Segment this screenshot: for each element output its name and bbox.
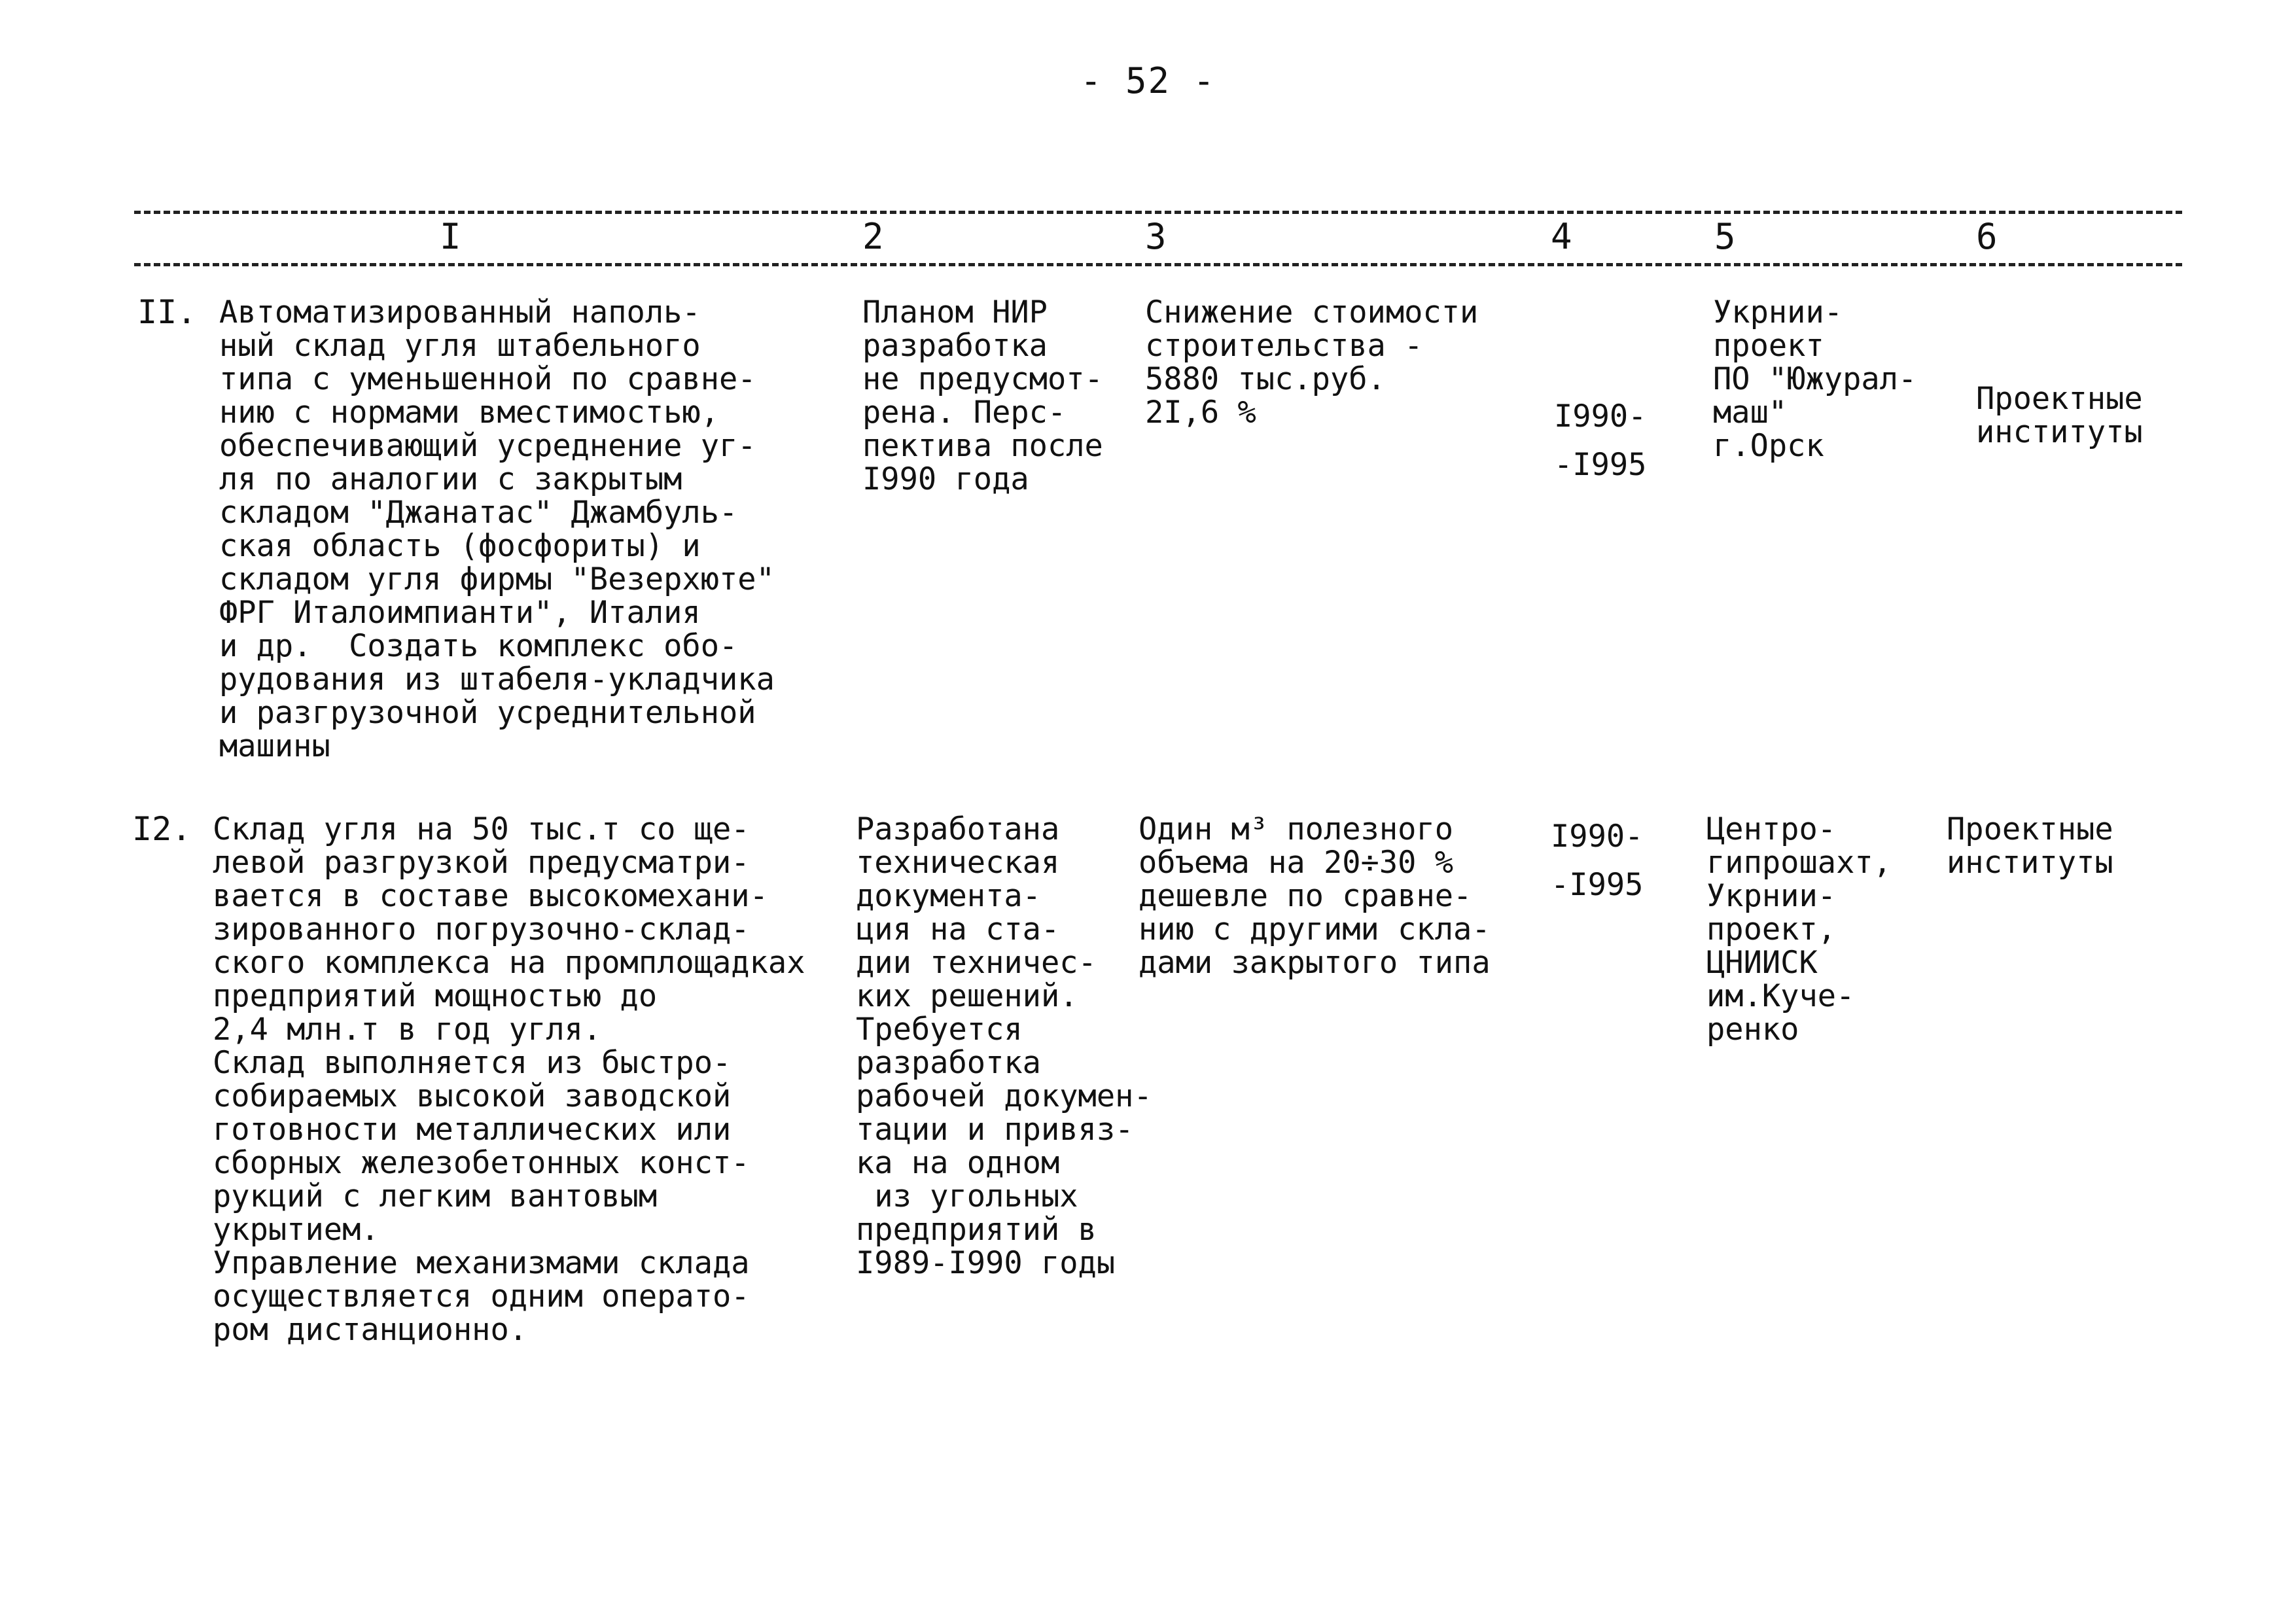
row-developer: Центро- гипрошахт, Укрнии- проект, ЦНИИСК им.Куче- ренко xyxy=(1706,811,1892,1048)
column-header-4: 4 xyxy=(1551,216,1572,257)
column-header-2: 2 xyxy=(862,216,884,257)
row-executor: Проектные институты xyxy=(1947,811,2113,881)
column-header-5: 5 xyxy=(1714,216,1736,257)
row-status: Разработана техническая документа- ция на ста- дии техничес- ких решений. Требуется разработка рабочей докумен- тации и привяз- ка на одном из угольных предприятий в I989-I990 годы xyxy=(856,811,1152,1281)
row-description: Склад угля на 50 тыс.т со ще- левой разгрузкой предусматри- вается в составе высокомехани- зированного погрузочно-склад- ского комплекса на промплощадках предприятий мощностью до 2,4 млн.т в год угля. Склад выполняется из быстро- собираемых высокой заводской готовности металлических или сборных железобетонных конст- рукций с легким вантовым укрытием. Управление механизмами склада осуществляется одним операто- ром дистанционно. xyxy=(213,811,805,1348)
row-effect: Один м³ полезного объема на 20÷30 % дешевле по сравне- нию с другими скла- дами закрытого типа xyxy=(1139,811,1491,981)
column-header-3: 3 xyxy=(1145,216,1167,257)
row-executor: Проектные институты xyxy=(1976,381,2143,450)
page-number: - 52 - xyxy=(1080,60,1216,101)
row-period: I990- -I995 xyxy=(1554,398,1647,483)
column-header-6: 6 xyxy=(1976,216,1998,257)
row-period: I990- -I995 xyxy=(1551,819,1644,903)
row-description: Автоматизированный наполь- ный склад угля штабельного типа с уменьшенной по сравне- нию с нормами вместимостью, обеспечивающий усреднение уг- ля по аналогии с закрытым складом "Джанатас" Джамбуль- ская область (фосфориты) и складом угля фирмы "Везерхюте" ФРГ Италоимпианти", Италия и др. Создать комплекс обо- рудования из штабеля-укладчика и разгрузочной усреднительной машины xyxy=(219,294,775,764)
row-status: Планом НИР разработка не предусмот- рена. Перс- пектива после I990 года xyxy=(862,294,1103,497)
row-effect: Снижение стоимости строительства - 5880 тыс.руб. 2I,6 % xyxy=(1145,294,1479,431)
row-developer: Укрнии- проект ПО "Южурал- маш" г.Орск xyxy=(1713,294,1917,464)
column-header-1: I xyxy=(440,216,461,257)
row-number: I2. xyxy=(132,810,192,848)
row-number: II. xyxy=(137,293,197,331)
table-header-top-rule xyxy=(134,211,2182,214)
table-header-bottom-rule xyxy=(134,263,2182,266)
